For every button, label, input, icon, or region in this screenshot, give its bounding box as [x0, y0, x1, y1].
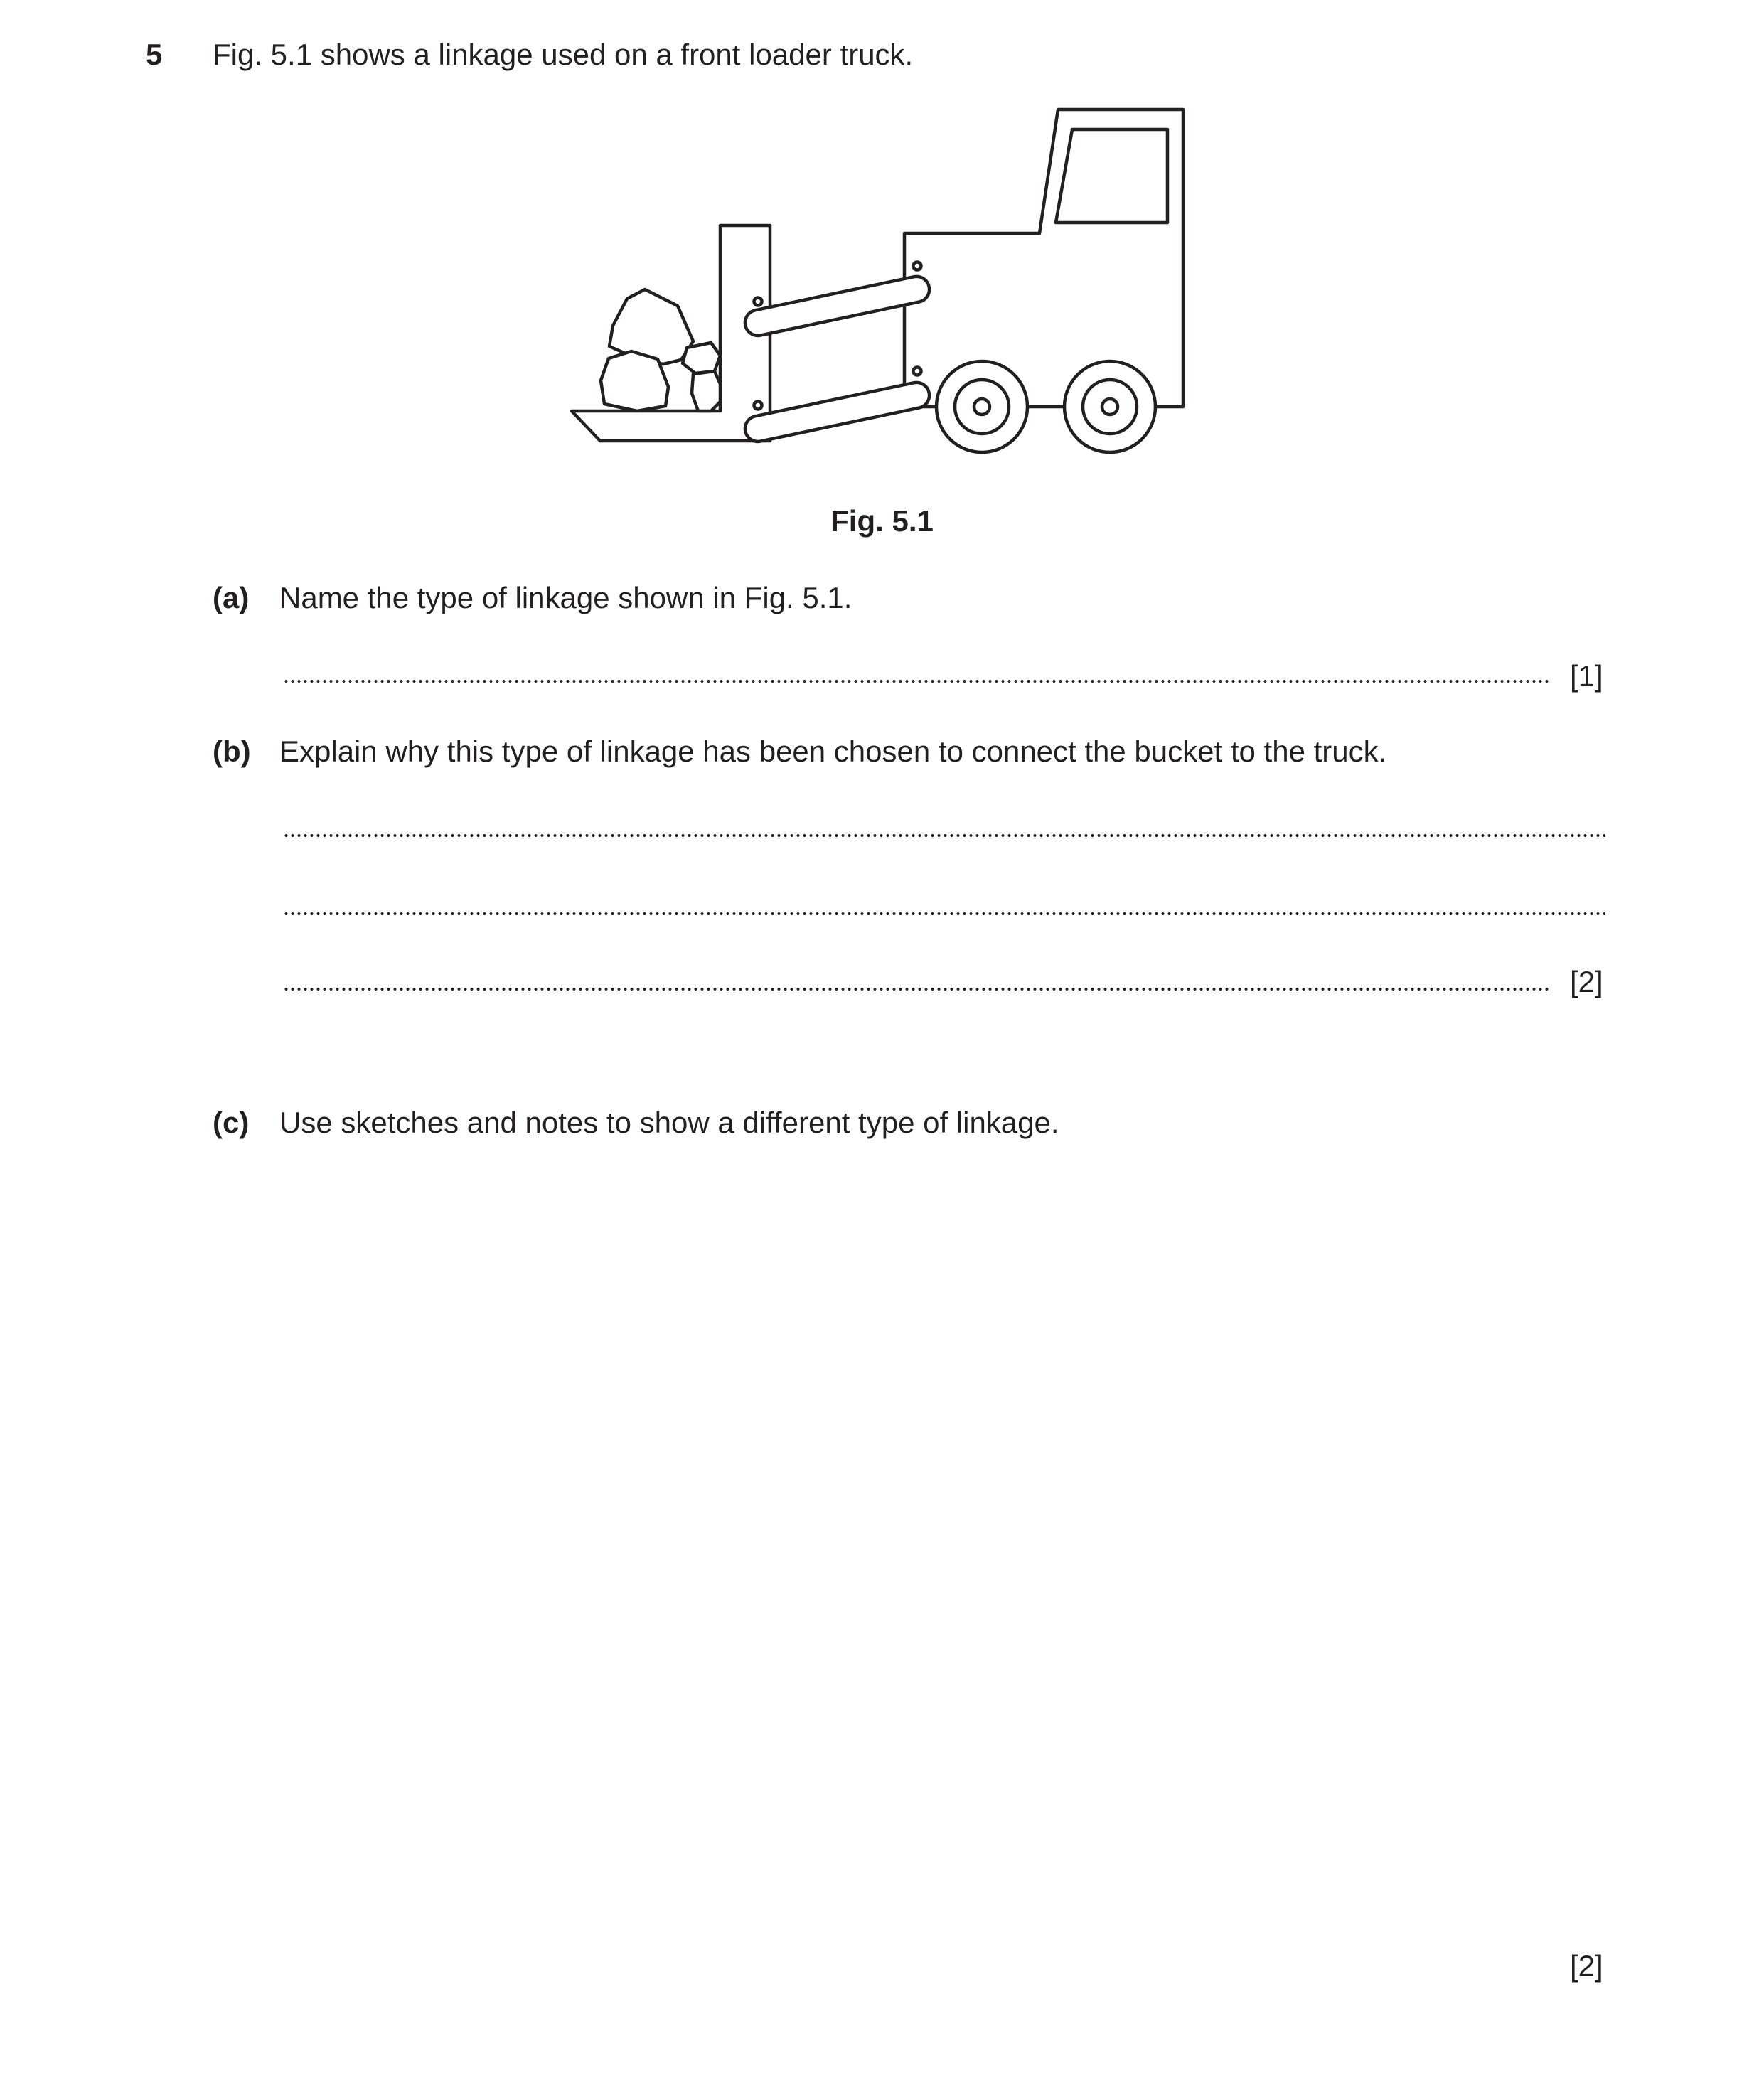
part-b-marks: [2] — [1570, 965, 1603, 998]
figure-caption: Fig. 5.1 — [830, 504, 934, 538]
part-c-marks: [2] — [1570, 1949, 1603, 1983]
front-loader-truck-figure — [562, 100, 1202, 462]
question-intro: Fig. 5.1 shows a linkage used on a front loader truck. — [213, 38, 914, 71]
part-c-text: Use sketches and notes to show a different type of linkage. — [279, 1106, 1059, 1139]
truck-body-drawing — [904, 110, 1183, 407]
lower-pivot-truck — [914, 368, 921, 375]
part-a-marks: [1] — [1570, 659, 1603, 693]
part-c-label: (c) — [213, 1106, 250, 1139]
question-number: 5 — [146, 38, 163, 71]
upper-pivot-bucket — [754, 298, 762, 306]
part-a-answer-line[interactable] — [283, 679, 1551, 683]
part-b-answer-line-1[interactable] — [283, 833, 1605, 838]
part-b-answer-line-3[interactable] — [283, 987, 1551, 991]
parallel-linkage-arms — [745, 262, 929, 442]
part-c-sketch-area[interactable] — [279, 1166, 1605, 1920]
part-b-label: (b) — [213, 735, 251, 768]
rocks-drawing — [601, 289, 720, 411]
lower-linkage-arm — [745, 368, 929, 442]
lower-pivot-bucket — [754, 402, 762, 410]
cab-window — [1056, 129, 1167, 223]
part-b-text: Explain why this type of linkage has been chosen to connect the bucket to the truck. — [279, 735, 1387, 768]
part-b-answer-line-2[interactable] — [283, 912, 1605, 916]
part-a-text: Name the type of linkage shown in Fig. 5.1. — [279, 581, 852, 614]
part-a-label: (a) — [213, 581, 250, 614]
rear-wheel — [1064, 361, 1155, 452]
front-wheel — [936, 361, 1027, 452]
upper-pivot-truck — [914, 262, 921, 270]
upper-linkage-arm — [745, 262, 929, 336]
